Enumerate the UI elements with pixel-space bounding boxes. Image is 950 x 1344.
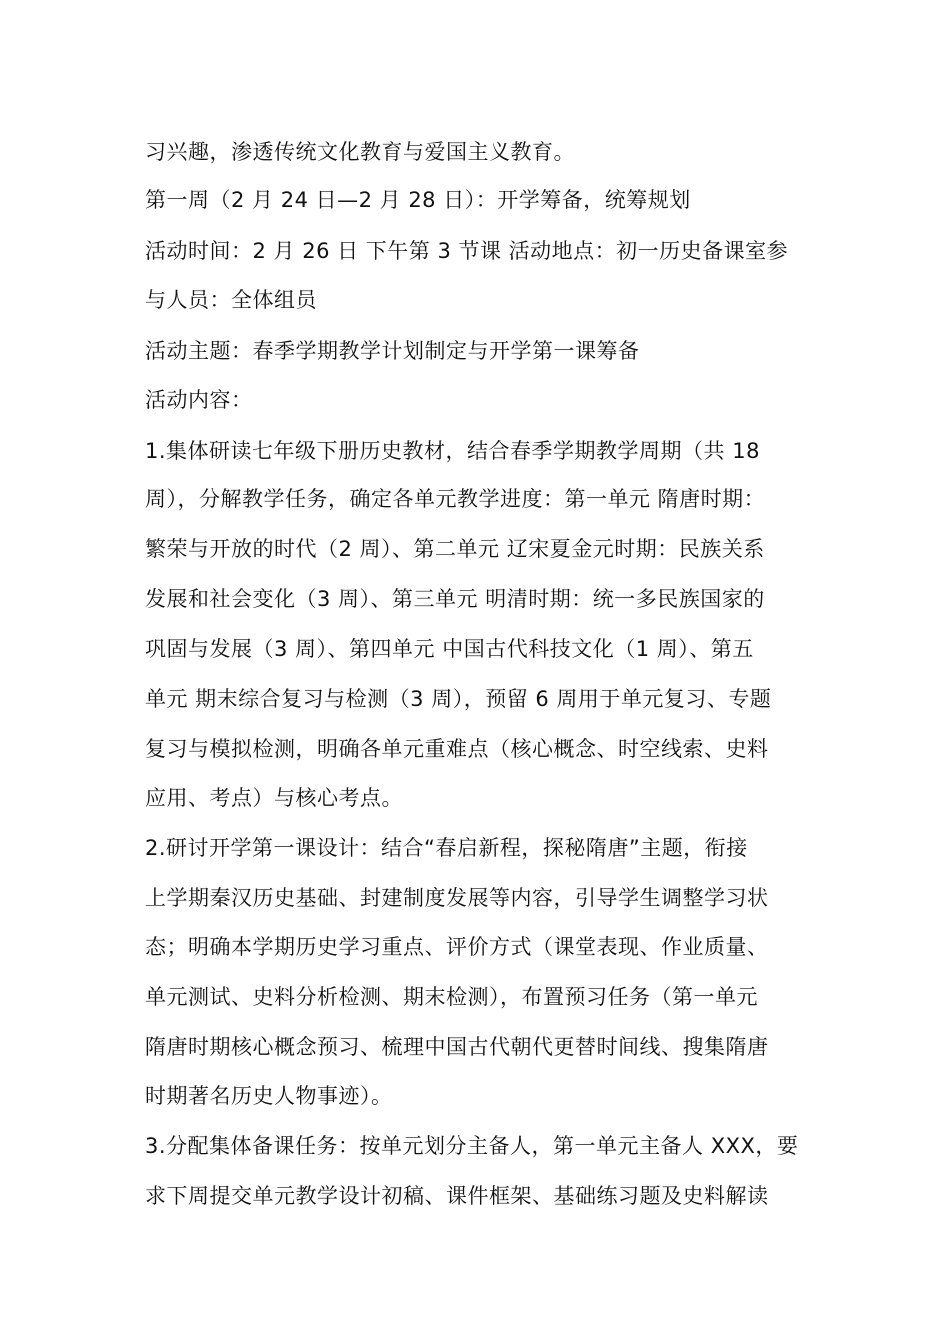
text-line: 复习与模拟检测，明确各单元重难点（核心概念、时空线索、史料 [145, 737, 769, 761]
text-line: 发展和社会变化（3 周）、第三单元 明清时期：统一多民族国家的 [145, 587, 765, 611]
text-line: 求下周提交单元教学设计初稿、课件框架、基础练习题及史料解读 [145, 1184, 769, 1208]
text-line: 巩固与发展（3 周）、第四单元 中国古代科技文化（1 周）、第五 [145, 637, 754, 661]
text-line: 繁荣与开放的时代（2 周）、第二单元 辽宋夏金元时期：民族关系 [145, 537, 765, 561]
text-line: 与人员：全体组员 [145, 288, 317, 312]
text-line: 单元 期末综合复习与检测（3 周），预留 6 周用于单元复习、专题 [145, 687, 772, 711]
week-heading: 第一周（2 月 24 日—2 月 28 日）：开学筹备，统筹规划 [145, 188, 691, 212]
text-line: 活动主题：春季学期教学计划制定与开学第一课筹备 [145, 339, 640, 363]
text-line: 2.研讨开学第一课设计：结合“春启新程，探秘隋唐”主题，衔接 [145, 836, 748, 860]
text-line: 单元测试、史料分析检测、期末检测），布置预习任务（第一单元 [145, 985, 758, 1009]
text-line: 周），分解教学任务，确定各单元教学进度：第一单元 隋唐时期： [145, 487, 766, 511]
text-line: 3.分配集体备课任务：按单元划分主备人，第一单元主备人 XXX，要 [145, 1134, 799, 1158]
text-line: 隋唐时期核心概念预习、梳理中国古代朝代更替时间线、搜集隋唐 [145, 1035, 769, 1059]
text-line: 活动内容： [145, 388, 253, 412]
text-line: 应用、考点）与核心考点。 [145, 786, 403, 810]
text-line: 态；明确本学期历史学习重点、评价方式（课堂表现、作业质量、 [145, 935, 769, 959]
text-line: 活动时间：2 月 26 日 下午第 3 节课 活动地点：初一历史备课室参 [145, 239, 789, 263]
text-line: 上学期秦汉历史基础、封建制度发展等内容，引导学生调整学习状 [145, 886, 769, 910]
text-line: 时期著名历史人物事迹）。 [145, 1084, 393, 1108]
text-line: 1.集体研读七年级下册历史教材，结合春季学期教学周期（共 18 [145, 439, 760, 463]
text-line: 习兴趣，渗透传统文化教育与爱国主义教育。 [145, 140, 575, 164]
